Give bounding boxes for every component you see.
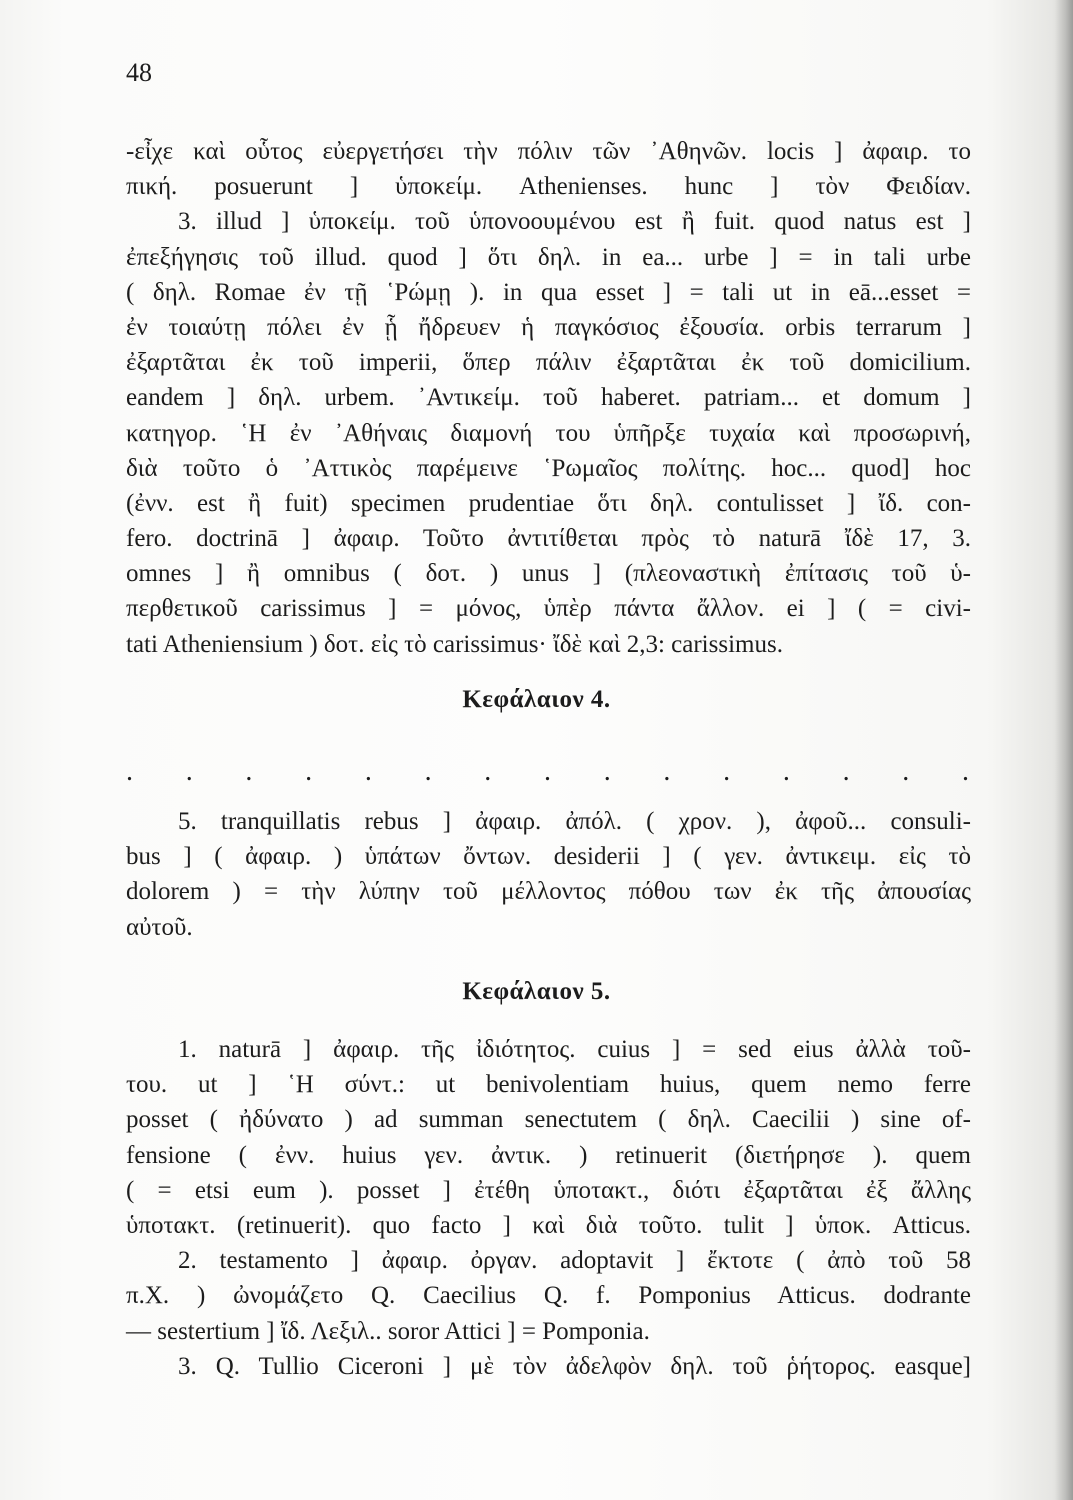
text-line: ἐπεξήγησις τοῦ illud. quod ] ὅτι δηλ. in ea... urbe ] = in tali urbe	[126, 243, 971, 271]
text-line: του. ut ] ῾Η σύντ.: ut benivolentiam huius, quem nemo ferre	[126, 1071, 971, 1099]
text-line: περθετικοῦ carissimus ] = μόνος, ὑπὲρ πάντα ἄλλον. ei ] ( = civi-	[126, 595, 971, 623]
text-line: πική. posuerunt ] ὑποκείμ. Athenienses. hunc ] τὸν Φειδίαν.	[126, 173, 971, 201]
text-line: omnes ] ἢ omnibus ( δοτ. ) unus ] (πλεοναστικὴ ἐπίτασις τοῦ ὑ-	[126, 560, 971, 588]
text-line: 3. Q. Tullio Ciceroni ] μὲ τὸν ἀδελφὸν δηλ. τοῦ ῥήτορος. easque]	[178, 1352, 971, 1380]
text-line: ( δηλ. Romae ἐν τῇ ῾Ρώμῃ ). in qua esset ] = tali ut in eā...esset =	[126, 278, 971, 306]
text-line: 3. illud ] ὑποκείμ. τοῦ ὑπονοουμένου est ἢ fuit. quod natus est ]	[178, 208, 971, 236]
chapter-heading-5: Κεφάλαιον 5.	[462, 978, 611, 1005]
text-line: αὐτοῦ.	[126, 913, 193, 941]
omission-dots: . . . . . . . . . . . . . . .	[126, 756, 971, 787]
page-edge-shadow	[1055, 0, 1073, 1500]
text-line: ἐξαρτᾶται ἐκ τοῦ imperii, ὅπερ πάλιν ἐξαρτᾶται ἐκ τοῦ domicilium.	[126, 349, 971, 377]
text-line: bus ] ( ἀφαιρ. ) ὑπάτων ὄντων. desiderii ] ( γεν. ἀντικειμ. εἰς τὸ	[126, 843, 971, 871]
text-line: 2. testamento ] ἀφαιρ. ὀργαν. adoptavit ] ἔκτοτε ( ἀπὸ τοῦ 58	[178, 1247, 971, 1275]
commentary-paragraph-2	[126, 804, 971, 945]
text-line: (ἐνν. est ἢ fuit) specimen prudentiae ὅτι δηλ. contulisset ] ἴδ. con-	[126, 489, 971, 517]
chapter-heading-4: Κεφάλαιον 4.	[462, 686, 611, 713]
text-line: 1. naturā ] ἀφαιρ. τῆς ἰδιότητος. cuius ] = sed eius ἀλλὰ τοῦ-	[178, 1036, 971, 1063]
text-line: tati Atheniensium ) δοτ. εἰς τὸ carissimus· ἴδὲ καὶ 2,3: carissimus.	[126, 630, 783, 658]
text-line: eandem ] δηλ. urbem. ᾿Αντικείμ. τοῦ haberet. patriam... et domum ]	[126, 384, 971, 412]
text-line: dolorem ) = τὴν λύπην τοῦ μέλλοντος πόθου των ἐκ τῆς ἀπουσίας	[126, 878, 971, 906]
text-line: 5. tranquillatis rebus ] ἀφαιρ. ἀπόλ. ( χρον. ), ἀφοῦ... consuli-	[178, 808, 971, 835]
text-line: ὑποτακτ. (retinuerit). quo facto ] καὶ διὰ τοῦτο. tulit ] ὑποκ. Atticus.	[126, 1211, 971, 1239]
text-line: ἐν τοιαύτῃ πόλει ἐν ᾗ ἤδρευεν ἡ παγκόσιος ἐξουσία. orbis terrarum ]	[126, 313, 971, 341]
text-line: posset ( ἠδύνατο ) ad summan senectutem ( δηλ. Caecilii ) sine of-	[126, 1106, 971, 1134]
page-number: 48	[126, 58, 152, 87]
text-line: π.Χ. ) ὠνομάζετο Q. Caecilius Q. f. Pomponius Atticus. dodrante	[126, 1282, 971, 1310]
commentary-paragraph-1	[126, 134, 971, 662]
text-line: ( = etsi eum ). posset ] ἐτέθη ὑποτακτ., διότι ἐξαρτᾶται ἐξ ἄλλης	[126, 1176, 971, 1204]
text-line: — sestertium ] ἴδ. Λεξιλ.. soror Attici ] = Pomponia.	[126, 1317, 650, 1345]
text-line: fero. doctrinā ] ἀφαιρ. Τοῦτο ἀντιτίθεται πρὸς τὸ naturā ἴδὲ 17, 3.	[126, 525, 971, 553]
text-line: κατηγορ. ῾Η ἐν ᾿Αθήναις διαμονή του ὑπῆρξε τυχαία καὶ προσωρινή,	[126, 419, 971, 447]
text-line: -εἶχε καὶ οὗτος εὐεργετήσει τὴν πόλιν τῶν ᾿Αθηνῶν. locis ] ἀφαιρ. το	[126, 138, 971, 165]
text-line: fensione ( ἐνν. huius γεν. ἀντικ. ) retinuerit (διετήρησε ). quem	[126, 1141, 971, 1169]
commentary-paragraph-3	[126, 1032, 971, 1384]
text-line: διὰ τοῦτο ὁ ᾿Αττικὸς παρέμεινε ῾Ρωμαῖος πολίτης. hoc... quod] hoc	[126, 454, 971, 482]
